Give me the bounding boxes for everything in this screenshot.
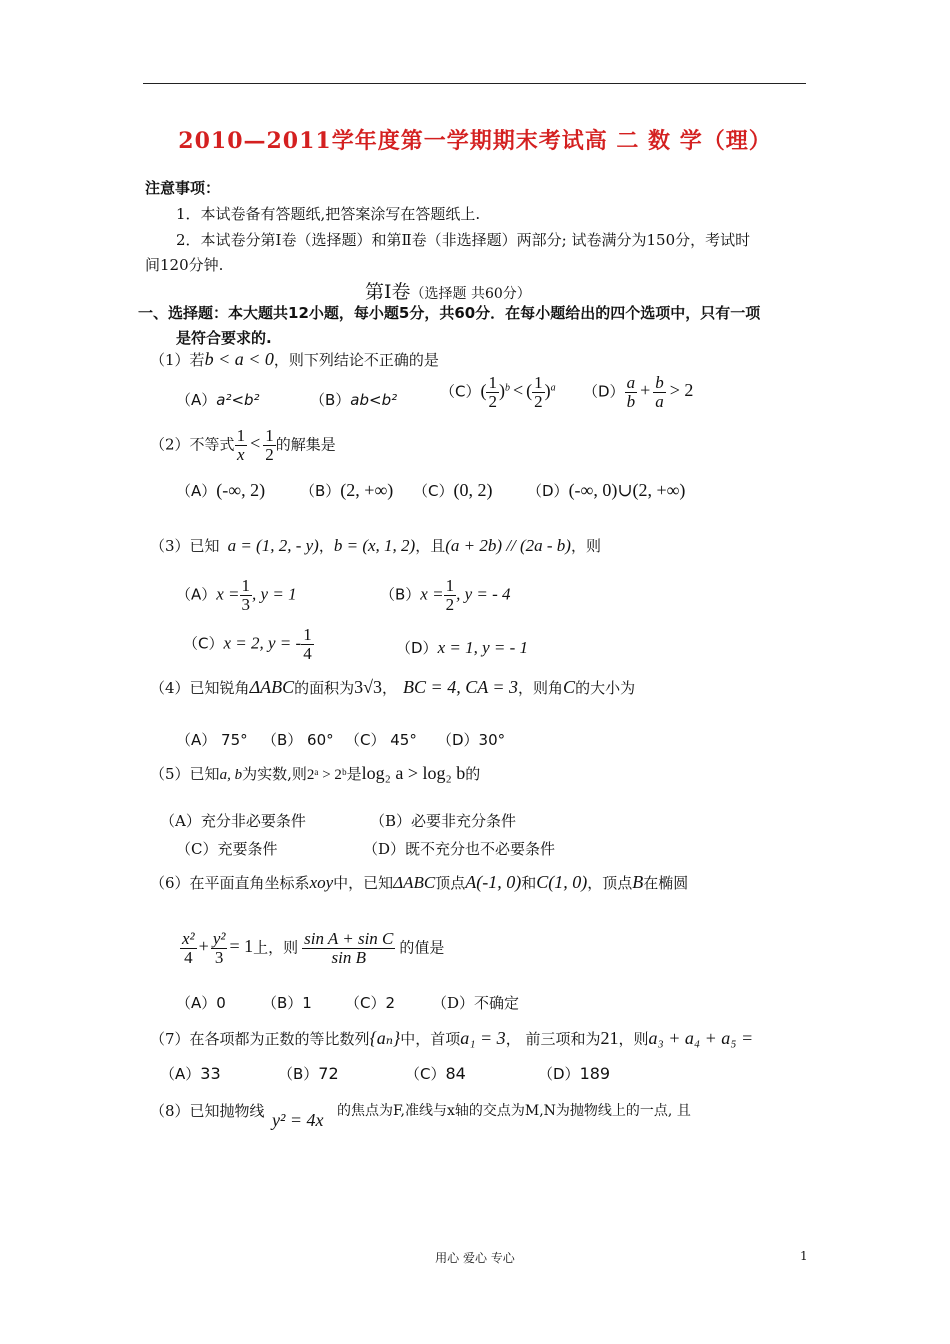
option-label: （B） <box>310 391 351 409</box>
question-2-stem: （2）不等式 $\frac{1}{x}$ < $\frac{1}{2}$ 的解集是 <box>150 426 336 464</box>
ratio-fraction: $\frac{\text{sin A + sin C}}{\text{sin B}}$ <box>304 929 394 967</box>
stem-text: ，则 <box>618 1030 649 1048</box>
option-label: （A） <box>176 585 217 604</box>
question-6-number: （6） <box>150 874 190 892</box>
triangle: ΔABC <box>393 873 436 892</box>
option-text: (2, +∞) <box>340 480 394 500</box>
stem-text: 已知 <box>189 765 220 783</box>
question-7-option-a <box>160 1063 221 1084</box>
page-title: 2010—2011学年度第一学期期末考试高 二 数 学（理） <box>178 128 772 154</box>
header-rule <box>143 83 806 84</box>
notice-item-2: 2．本试卷分第Ⅰ卷（选择题）和第Ⅱ卷（非选择题）两部分; 试卷满分为150分，考试时 <box>176 231 751 249</box>
stem-text: 上，则 <box>253 938 299 957</box>
question-1-stem-b: ，则下列结论不正确的是 <box>273 351 439 369</box>
first-term: a₁ = 3 <box>460 1028 506 1048</box>
stem-text: 在各项都为正数的等比数列 <box>189 1030 370 1048</box>
point-a: A(-1, 0) <box>465 872 522 892</box>
question-6-stem <box>150 872 688 893</box>
question-4-option-a: （A） 75° <box>176 731 248 749</box>
option-label: （C） <box>440 382 481 401</box>
area-value: 3√3 <box>354 677 383 697</box>
question-1-condition: b < a < 0 <box>204 349 274 369</box>
option-text: x = 1, y = - 1 <box>437 638 529 657</box>
stem-text: 和 <box>521 874 537 892</box>
parallel-condition: (a + 2b) // (2a - b) <box>445 536 571 555</box>
angle-name: C <box>563 677 576 697</box>
option-label: （C） <box>183 634 224 653</box>
stem-text: 中，首项 <box>400 1030 461 1048</box>
question-7-option-b <box>278 1063 339 1084</box>
question-1-stem <box>150 349 439 370</box>
stem-text: ，且 <box>415 537 446 555</box>
question-3-option-d <box>396 637 528 658</box>
stem-text: ，则角 <box>518 679 564 697</box>
option-text: 84 <box>445 1064 466 1083</box>
stem-text: 的大小为 <box>575 679 636 697</box>
fraction: $\frac{\text{y²}}{3}$ <box>212 929 226 967</box>
stem-text: 的面积为 <box>294 679 355 697</box>
stem-text: 在平面直角坐标系 <box>189 874 310 892</box>
stem-text: 是 <box>346 765 362 783</box>
question-6-option-a: （A）0 <box>176 994 226 1012</box>
fraction: $\frac{1}{x}$ <box>236 426 246 464</box>
option-label: （B） <box>300 482 341 500</box>
question-6-option-b: （B）1 <box>262 994 312 1012</box>
option-text: 33 <box>200 1064 221 1083</box>
fraction: $\frac{a}{b}$ <box>626 373 636 411</box>
coordinate-system: xoy <box>309 873 334 892</box>
variables: a, b <box>219 767 243 783</box>
fraction: $\frac{1}{2}$ <box>445 576 455 614</box>
question-1-option-d: （D） $\frac{a}{b}$ + $\frac{b}{a}$ > 2 <box>583 373 694 411</box>
vector-b: b = (x, 1, 2) <box>333 536 416 555</box>
question-6-option-c: （C）2 <box>345 994 396 1012</box>
log-condition: log₂ a > log₂ b <box>361 763 466 783</box>
option-label: （C） <box>405 1065 446 1083</box>
fraction: $\frac{1}{4}$ <box>303 625 312 663</box>
power-condition: 2ᵃ > 2ᵇ <box>306 767 347 783</box>
stem-text: 为实数,则 <box>242 765 307 783</box>
sum-value: 21 <box>600 1028 619 1048</box>
stem-text: ，顶点 <box>587 874 633 892</box>
question-2-option-b <box>300 480 393 501</box>
question-1-stem-a: 若 <box>189 351 205 369</box>
question-5-option-c: （C）充要条件 <box>176 840 278 858</box>
stem-text: 的 <box>465 765 481 783</box>
option-label: （A） <box>160 1065 201 1083</box>
fraction: $\frac{1}{3}$ <box>241 576 251 614</box>
stem-text: 不等式 <box>189 435 235 454</box>
question-8-equation: y² = 4x <box>272 1110 324 1130</box>
footer-text: 用心 爱心 专心 <box>435 1251 515 1265</box>
question-3-option-c: （C）x = 2, y = - $\frac{1}{4}$ <box>183 625 312 663</box>
option-text: 72 <box>318 1064 339 1083</box>
vector-a: a = (1, 2, - y) <box>227 536 319 555</box>
section-one-line1: 一、选择题：本大题共12小题，每小题5分，共60分．在每小题给出的四个选项中，只有一项 <box>138 304 761 322</box>
stem-text: ， 前三项和为 <box>505 1030 601 1048</box>
option-text: (-∞, 0)∪(2, +∞) <box>568 480 686 500</box>
question-3-option-b: （B）x = $\frac{1}{2}$ , y = - 4 <box>380 576 511 614</box>
question-5-number: （5） <box>150 765 190 783</box>
question-7-number: （7） <box>150 1030 190 1048</box>
question-1-number: （1） <box>150 351 190 369</box>
question-4-option-c: （C） 45° <box>345 731 417 749</box>
question-7-option-d <box>538 1063 610 1084</box>
option-label: （D） <box>583 382 625 401</box>
option-label: （A） <box>176 391 217 409</box>
stem-text: 的值是 <box>399 938 445 957</box>
point-b: B <box>632 872 644 892</box>
question-2-number: （2） <box>150 435 190 454</box>
page-number: 1 <box>800 1249 808 1263</box>
option-text: ab<b² <box>350 391 398 409</box>
point-c: C(1, 0) <box>536 872 588 892</box>
question-5-option-d: （D）既不充分也不必要条件 <box>363 840 556 858</box>
question-1-option-c: （C）( $\frac{1}{2}$ )$^b$ < ( $\frac{1}{2}$ )$^a$ <box>440 373 556 411</box>
question-3-number: （3） <box>150 537 190 555</box>
question-2-option-a <box>176 480 265 501</box>
question-3-stem: （3）已知 a = (1, 2, - y)，b = (x, 1, 2)，且(a + 2b) // (2a - b)，则 <box>150 536 601 555</box>
option-text: 189 <box>579 1064 611 1083</box>
fraction: $\frac{1}{2}$ <box>488 373 497 411</box>
option-label: （A） <box>176 482 217 500</box>
option-label: （B） <box>278 1065 319 1083</box>
question-6-option-d: （D）不确定 <box>432 994 520 1012</box>
part-one-sub: （选择题 共60分） <box>410 286 531 302</box>
question-4-option-d: （D）30° <box>437 731 506 749</box>
stem-text: ，则 <box>570 537 601 555</box>
question-4-number: （4） <box>150 679 190 697</box>
question-5-option-a: （A）充分非必要条件 <box>160 812 306 830</box>
option-text: (-∞, 2) <box>216 480 266 500</box>
question-2-option-c <box>413 480 492 501</box>
fraction: $\frac{1}{2}$ <box>534 373 543 411</box>
question-8-stem-cont: 的焦点为F,准线与x轴的交点为M,N为抛物线上的一点, 且 <box>337 1103 691 1119</box>
question-4-option-b: （B） 60° <box>262 731 334 749</box>
option-label: （B） <box>380 585 421 604</box>
sequence: {aₙ} <box>369 1028 401 1048</box>
option-label: （C） <box>413 482 454 500</box>
question-8-stem <box>150 1100 265 1121</box>
option-label: （D） <box>396 639 438 657</box>
question-1-option-a <box>176 389 260 410</box>
fraction: $\frac{\text{x²}}{4}$ <box>182 929 195 967</box>
option-label: （D） <box>527 482 569 500</box>
option-label: （D） <box>538 1065 580 1083</box>
question-4-stem: （4）已知锐角ΔABC的面积为3√3， BC = 4, CA = 3，则角C的大小为 <box>150 677 636 697</box>
question-3-option-a: （A）x = $\frac{1}{3}$ , y = 1 <box>176 576 297 614</box>
fraction: $\frac{1}{2}$ <box>265 426 274 464</box>
stem-text: 顶点 <box>435 874 466 892</box>
part-one-heading <box>365 277 531 304</box>
option-text: (0, 2) <box>453 480 493 500</box>
stem-text: 已知锐角 <box>189 679 250 697</box>
triangle: ΔABC <box>249 677 295 697</box>
question-7-option-c <box>405 1063 466 1084</box>
option-text: a²<b² <box>216 391 260 409</box>
stem-text: 的解集是 <box>275 435 336 454</box>
fraction: $\frac{b}{a}$ <box>655 373 664 411</box>
notice-item-2-cont: 间120分钟. <box>145 256 224 274</box>
question-5-option-b: （B）必要非充分条件 <box>370 812 517 830</box>
section-one-line2: 是符合要求的. <box>176 329 272 347</box>
side-lengths: BC = 4, CA = 3 <box>403 677 519 697</box>
question-5-stem <box>150 763 480 784</box>
question-6-ellipse-line: $\frac{\text{x²}}{4}$ + $\frac{\text{y²}}{3}$ = 1上，则 $\frac{\text{sin A + sin C}}{\text{sin B}}$ 的值是 <box>182 929 445 967</box>
stem-text: 在椭圆 <box>643 874 689 892</box>
question-7-stem <box>150 1028 753 1049</box>
notice-item-1: 1．本试卷备有答题纸,把答案涂写在答题纸上. <box>176 205 481 223</box>
part-one-label: 第Ⅰ卷 <box>365 281 411 303</box>
target-sum: a₃ + a₄ + a₅ = <box>648 1028 754 1048</box>
question-1-option-b <box>310 389 397 410</box>
question-8-number: （8） <box>150 1102 190 1120</box>
stem-text: 已知抛物线 <box>189 1102 265 1120</box>
notice-heading: 注意事项： <box>145 179 221 197</box>
stem-text: 已知 <box>189 537 220 555</box>
stem-text: 中，已知 <box>333 874 394 892</box>
question-2-option-d <box>527 480 685 501</box>
